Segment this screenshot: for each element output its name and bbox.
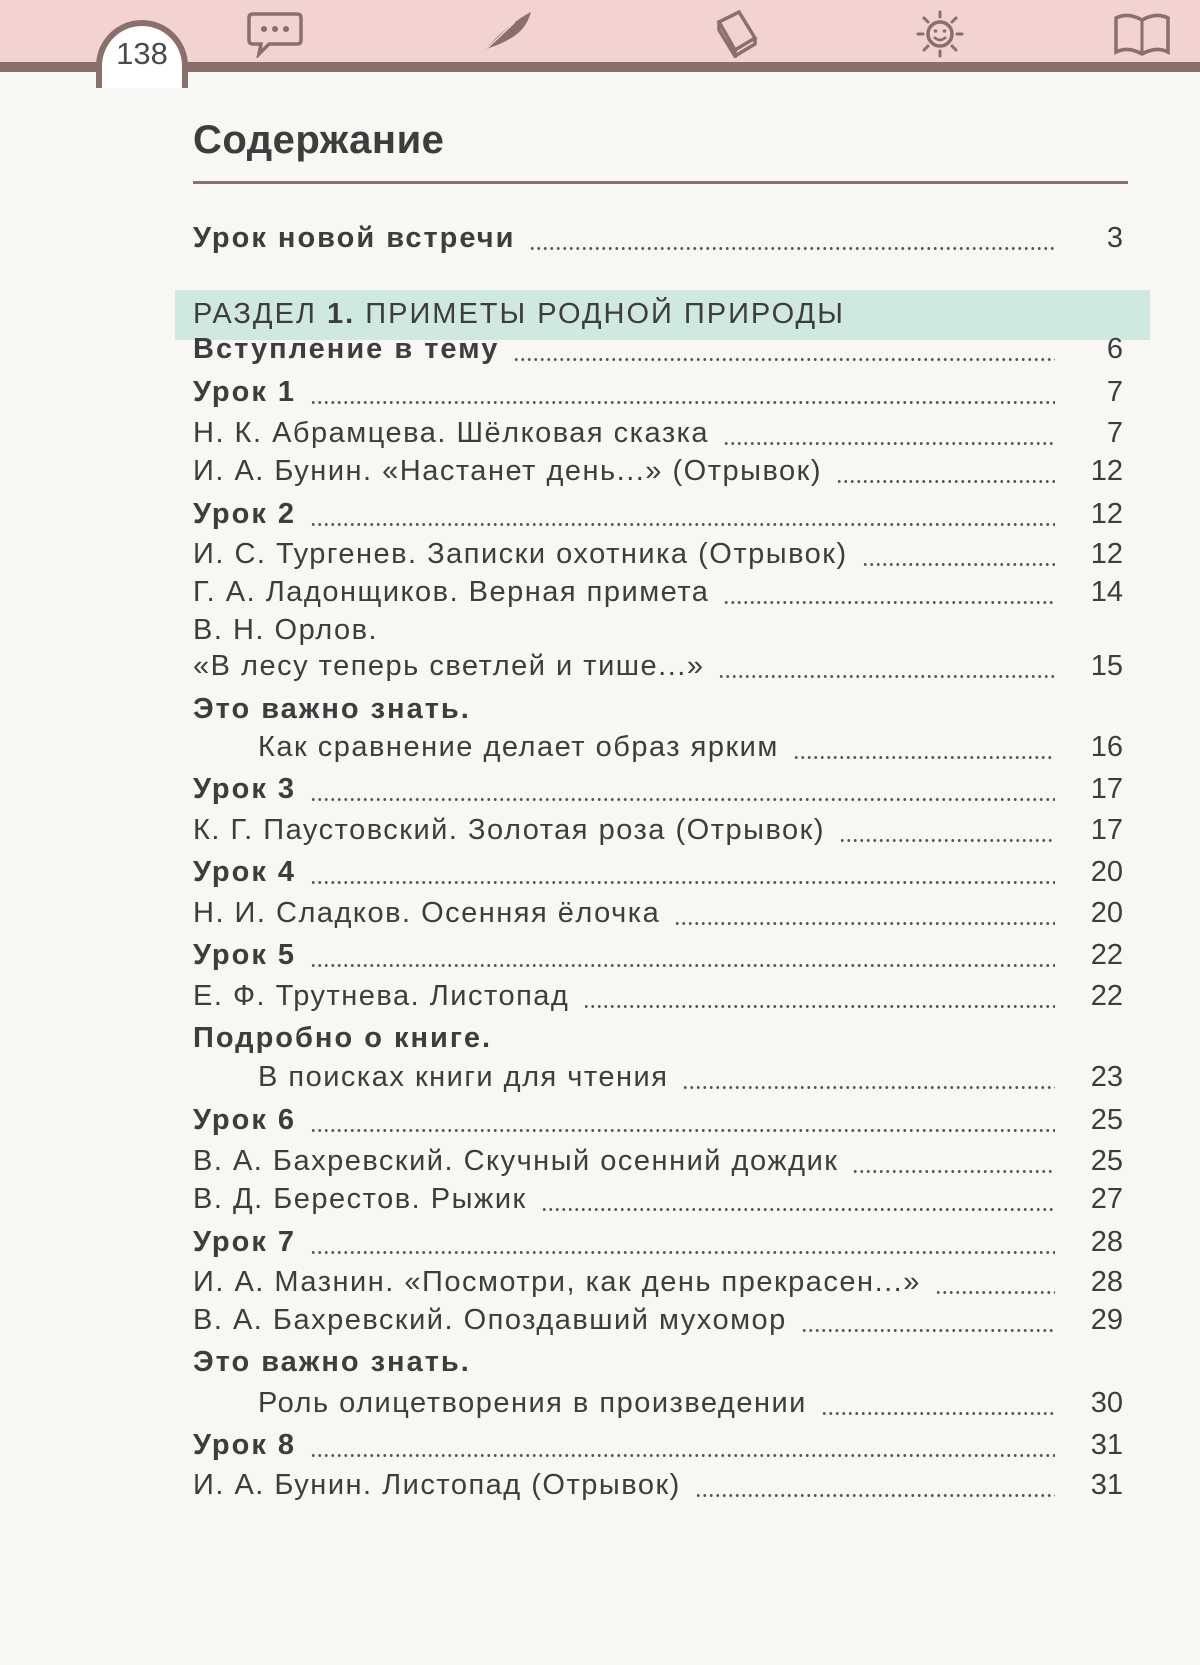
toc-entry-title: Как сравнение делает образ ярким: [258, 731, 779, 763]
toc-entry-title: Н. К. Абрамцева. Шёлковая сказка: [193, 417, 710, 449]
toc-entry-page: 28: [1090, 1266, 1123, 1298]
toc-entry: [193, 538, 1123, 576]
toc-entry-title: Урок 7: [193, 1226, 297, 1258]
toc-entry-title: В поисках книги для чтения: [258, 1061, 669, 1093]
dot-leader: [583, 1004, 1055, 1009]
toc-entry-page: 30: [1090, 1387, 1123, 1419]
toc-entry: [193, 576, 1123, 614]
dot-leader: [836, 479, 1055, 484]
toc-entry: [193, 814, 1123, 852]
toc-entry: [193, 939, 1123, 977]
toc-entry-title: В. А. Бахревский. Скучный осенний дождик: [193, 1145, 839, 1177]
toc-entry: [258, 1387, 1123, 1425]
toc-entry-page: 12: [1090, 455, 1123, 487]
toc-entry-title: Е. Ф. Трутнева. Листопад: [193, 980, 570, 1012]
toc-entry-page: 29: [1090, 1304, 1123, 1336]
toc-entry-title: Урок 4: [193, 856, 297, 888]
toc-entry: [258, 731, 1123, 769]
toc-entry: [193, 1304, 1123, 1342]
toc-entry-page: 7: [1106, 417, 1123, 449]
toc-entry: [193, 773, 1123, 811]
toc-entry-page: 28: [1090, 1226, 1123, 1258]
toc-entry: [193, 455, 1123, 493]
toc-entry: [193, 897, 1123, 935]
toc-entry: [193, 1226, 1123, 1264]
toc-entry-page: 22: [1090, 939, 1123, 971]
toc-entry: [193, 498, 1123, 536]
toc-entry-title: Урок 2: [193, 498, 297, 530]
toc-entry-title: Вступление в тему: [193, 333, 500, 365]
dot-leader: [529, 246, 1055, 251]
dot-leader: [718, 674, 1055, 679]
toc-entry-page: 31: [1090, 1469, 1123, 1501]
toc-entry-title: В. Д. Берестов. Рыжик: [193, 1183, 527, 1215]
toc-entry-page: 20: [1090, 856, 1123, 888]
toc-entry-title: Урок новой встречи: [193, 222, 516, 254]
dot-leader: [839, 838, 1055, 843]
toc-entry: [193, 376, 1123, 414]
toc-entry-page: 15: [1090, 650, 1123, 682]
toc-entry-page: 17: [1090, 814, 1123, 846]
toc-entry-title: Урок 5: [193, 939, 297, 971]
toc-entry-page: 25: [1090, 1104, 1123, 1136]
toc-entry-title: Урок 1: [193, 376, 297, 408]
dot-leader: [682, 1085, 1055, 1090]
toc-entry: [193, 856, 1123, 894]
toc-entry-title: Урок 3: [193, 773, 297, 805]
toc-entry-title: «В лесу теперь светлей и тише...»: [193, 650, 705, 682]
dot-leader: [513, 357, 1055, 362]
toc-entry-page: 20: [1090, 897, 1123, 929]
dot-leader: [310, 1128, 1055, 1133]
toc-entry: [193, 1266, 1123, 1304]
toc-entry: [193, 1429, 1123, 1467]
dot-leader: [310, 1453, 1055, 1458]
toc-entry-title: Это важно знать.: [193, 693, 471, 725]
toc-entry: [193, 1104, 1123, 1142]
toc-entry-title: Г. А. Ладонщиков. Верная примета: [193, 576, 710, 608]
toc-entry-title: И. А. Бунин. «Настанет день...» (Отрывок): [193, 455, 823, 487]
toc-entry-title: Урок 6: [193, 1104, 297, 1136]
toc-entry: [193, 333, 1123, 371]
toc-entry-page: 14: [1090, 576, 1123, 608]
toc-entry: [193, 1022, 1123, 1060]
dot-leader: [695, 1493, 1055, 1498]
toc-entry: [193, 693, 1123, 731]
toc-entry: [193, 1145, 1123, 1183]
dot-leader: [723, 441, 1055, 446]
toc-entry-page: 22: [1090, 980, 1123, 1012]
dot-leader: [310, 400, 1055, 405]
toc-entry: [193, 614, 1123, 652]
dot-leader: [310, 797, 1055, 802]
dot-leader: [793, 755, 1055, 760]
dot-leader: [801, 1328, 1055, 1333]
toc-entry: [258, 1061, 1123, 1099]
dot-leader: [674, 921, 1055, 926]
dot-leader: [310, 522, 1055, 527]
toc-entry-page: 12: [1090, 538, 1123, 570]
toc-entry: [193, 1183, 1123, 1221]
toc-entry-page: 12: [1090, 498, 1123, 530]
section-prefix: РАЗДЕЛ: [193, 298, 317, 330]
section-number: 1.: [327, 298, 356, 330]
toc-entry-title: В. Н. Орлов.: [193, 614, 379, 646]
dot-leader: [506, 1046, 1055, 1051]
toc-entry-title: Н. И. Сладков. Осенняя ёлочка: [193, 897, 661, 929]
dot-leader: [541, 1207, 1055, 1212]
toc-entry-page: 27: [1090, 1183, 1123, 1215]
toc-entry-page: 25: [1090, 1145, 1123, 1177]
dot-leader: [862, 562, 1055, 567]
dot-leader: [723, 600, 1055, 605]
page-title: Содержание: [193, 118, 445, 162]
dot-leader: [392, 638, 1055, 643]
toc-entry: [193, 1469, 1123, 1507]
toc-entry: [193, 222, 1123, 260]
toc-entry-title: И. А. Мазнин. «Посмотри, как день прекрасен...»: [193, 1266, 921, 1298]
toc-entry-page: 23: [1090, 1061, 1123, 1093]
dot-leader: [821, 1411, 1055, 1416]
toc-entry: [193, 650, 1123, 688]
toc-entry-title: И. А. Бунин. Листопад (Отрывок): [193, 1469, 681, 1501]
dot-leader: [485, 1370, 1055, 1375]
toc-entry-page: 6: [1106, 333, 1123, 365]
dot-leader: [852, 1169, 1055, 1174]
dot-leader: [935, 1290, 1055, 1295]
dot-leader: [310, 880, 1055, 885]
toc-entry-title: Урок 8: [193, 1429, 297, 1461]
toc-entry-page: 16: [1090, 731, 1123, 763]
toc-entry-title: И. С. Тургенев. Записки охотника (Отрывок): [193, 538, 848, 570]
toc-entry-title: Это важно знать.: [193, 1346, 471, 1378]
toc-entry-title: К. Г. Паустовский. Золотая роза (Отрывок): [193, 814, 825, 846]
dot-leader: [310, 1250, 1055, 1255]
dot-leader: [310, 963, 1055, 968]
toc-entry-title: Подробно о книге.: [193, 1022, 493, 1054]
toc-entry-title: В. А. Бахревский. Опоздавший мухомор: [193, 1304, 787, 1336]
toc-entry-title: Роль олицетворения в произведении: [258, 1387, 807, 1419]
toc-entry-page: 3: [1106, 222, 1123, 254]
toc-entry-page: 17: [1090, 773, 1123, 805]
page-number: 138: [116, 36, 168, 71]
toc-entry-page: 31: [1090, 1429, 1123, 1461]
toc-entry: [193, 980, 1123, 1018]
toc-entry: [193, 1346, 1123, 1384]
toc-entry: [193, 417, 1123, 455]
section-name: ПРИМЕТЫ РОДНОЙ ПРИРОДЫ: [365, 298, 845, 330]
toc-entry-page: 7: [1106, 376, 1123, 408]
dot-leader: [485, 717, 1055, 722]
